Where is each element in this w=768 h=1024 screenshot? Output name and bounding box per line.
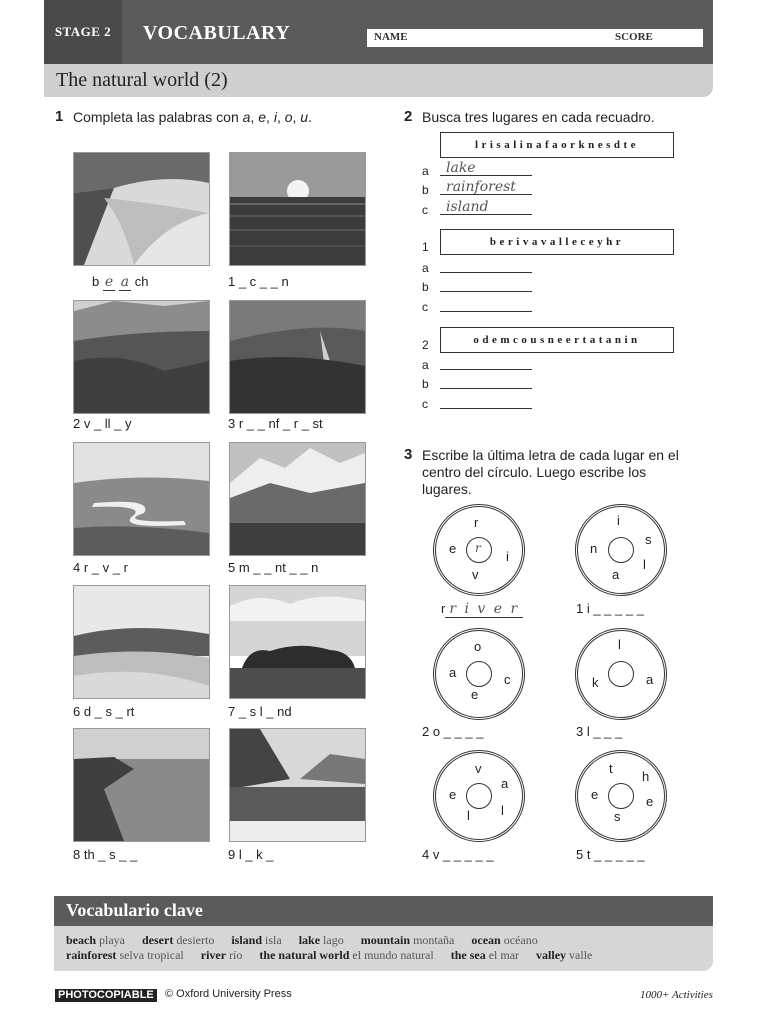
puzzle2-answer-c[interactable]: [440, 392, 532, 409]
exercise1-instruction: Completa las palabras con a, e, i, o, u.: [73, 109, 312, 125]
ex1-item-7[interactable]: 7 _ s l _ nd: [228, 704, 292, 719]
option-c-label: c: [422, 300, 428, 314]
circle-1-prompt[interactable]: 1 i _ _ _ _ _: [576, 601, 644, 616]
exercise3-number: 3: [404, 446, 413, 463]
ex1-item-8[interactable]: 8 th _ s _ _: [73, 847, 138, 862]
option-a-label: a: [422, 261, 429, 275]
ex2-example-answer-b: rainforest: [440, 178, 532, 195]
desert-photo: [73, 585, 210, 699]
letter-circle-4: v a e l l: [433, 750, 525, 842]
valley-photo: [73, 300, 210, 414]
option-b-label: b: [422, 183, 429, 197]
ex1-item-9[interactable]: 9 l _ k _: [228, 847, 274, 862]
letter-circle-example: r e i v r: [433, 504, 525, 596]
name-score-field[interactable]: [367, 29, 703, 47]
beach-photo: [73, 152, 210, 266]
photocopiable-badge: PHOTOCOPIABLE: [55, 989, 157, 1002]
puzzle1-answer-b[interactable]: [440, 275, 532, 292]
ex1-item-5[interactable]: 5 m _ _ nt _ _ n: [228, 560, 319, 575]
ex1-item-3[interactable]: 3 r _ _ nf _ r _ st: [228, 416, 323, 431]
letter-circle-1: i n s l a: [575, 504, 667, 596]
puzzle2-answer-b[interactable]: [440, 372, 532, 389]
worksheet-title: VOCABULARY: [143, 22, 291, 44]
mountain-photo: [229, 442, 366, 556]
puzzle1-number: 1: [422, 240, 429, 254]
exercise1-number: 1: [55, 108, 64, 125]
stage-label: STAGE 2: [44, 0, 122, 64]
score-label: SCORE: [615, 31, 653, 43]
vocabulary-row-1: beach playa desert desierto island isla lake lago mountain montaña ocean océano: [66, 933, 538, 947]
ex2-example-answer-a: lake: [440, 159, 532, 176]
vocabulary-title: Vocabulario clave: [66, 900, 203, 920]
ex2-example-answer-c: island: [440, 198, 532, 215]
publisher-credit: © Oxford University Press: [165, 988, 292, 1000]
puzzle2-answer-a[interactable]: [440, 353, 532, 370]
puzzle1-answer-a[interactable]: [440, 256, 532, 273]
rainforest-photo: [229, 300, 366, 414]
river-photo: [73, 442, 210, 556]
circle-example-answer: r r i v e r: [441, 601, 523, 617]
puzzle1-answer-c[interactable]: [440, 295, 532, 312]
option-b-label: b: [422, 280, 429, 294]
ex1-item-1[interactable]: 1 _ c _ _ n: [228, 274, 289, 289]
option-a-label: a: [422, 358, 429, 372]
ex1-item-6[interactable]: 6 d _ s _ rt: [73, 704, 135, 719]
option-a-label: a: [422, 164, 429, 178]
ex1-item-2[interactable]: 2 v _ ll _ y: [73, 416, 132, 431]
circle-2-prompt[interactable]: 2 o _ _ _ _: [422, 724, 484, 739]
lake-photo: [229, 728, 366, 842]
series-name: 1000+ Activities: [640, 989, 713, 1001]
exercise2-instruction: Busca tres lugares en cada recuadro.: [422, 109, 655, 125]
ocean-photo: [229, 152, 366, 266]
ex2-example-box: lrisalinafaorknesdte: [440, 132, 674, 158]
circle-4-prompt[interactable]: 4 v _ _ _ _ _: [422, 847, 494, 862]
option-c-label: c: [422, 397, 428, 411]
puzzle2-number: 2: [422, 338, 429, 352]
puzzle2-box: odemcousneertatanin: [440, 327, 674, 353]
option-b-label: b: [422, 377, 429, 391]
letter-circle-5: t h e e s: [575, 750, 667, 842]
ex1-item-4[interactable]: 4 r _ v _ r: [73, 560, 128, 575]
name-label: NAME: [374, 31, 408, 43]
letter-circle-2: o a c e: [433, 628, 525, 720]
circle-5-prompt[interactable]: 5 t _ _ _ _ _: [576, 847, 645, 862]
exercise3-instruction: Escribe la última letra de cada lugar en el centro del círculo. Luego escribe los lugares.: [422, 447, 679, 497]
page-subtitle: The natural world (2): [56, 69, 228, 91]
letter-circle-3: l k a: [575, 628, 667, 720]
sea-cliff-photo: [73, 728, 210, 842]
vocabulary-row-2: rainforest selva tropical river río the natural world el mundo natural the sea el mar valley valle: [66, 948, 593, 962]
island-photo: [229, 585, 366, 699]
option-c-label: c: [422, 203, 428, 217]
puzzle1-box: berivavalleceyhr: [440, 229, 674, 255]
circle-3-prompt[interactable]: 3 l _ _ _: [576, 724, 623, 739]
exercise2-number: 2: [404, 108, 413, 125]
ex1-example-word: b e a ch: [92, 274, 149, 290]
